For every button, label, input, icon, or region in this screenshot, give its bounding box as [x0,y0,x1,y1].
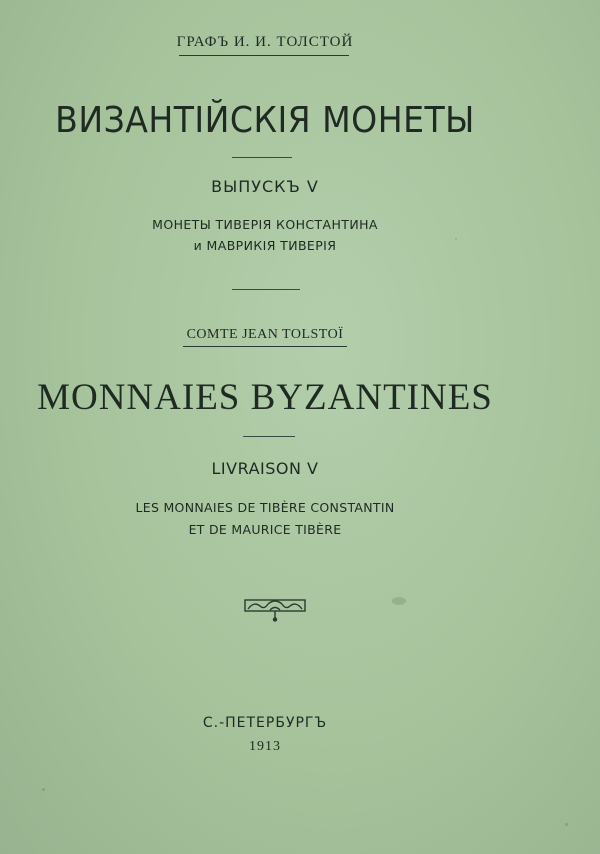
divider-rule [243,436,295,437]
paper-stain [392,597,406,605]
imprint-city: С.-ПЕТЕРБУРГЪ [202,715,328,731]
ornament-icon [244,596,306,622]
issue-number-russian: ВЫПУСКЪ V [211,177,319,196]
imprint-year: 1913 [249,739,281,754]
author-underline-russian [179,55,349,56]
title-french: MONNAIES BYZANTINES [37,377,493,418]
subtitle-french-line-2: ET DE MAURICE TIBÈRE [188,522,342,537]
subtitle-russian-line-2: и МАВРИКІЯ ТИВЕРІЯ [193,238,337,253]
paper-speck [455,238,457,240]
subtitle-french-line-1: LES MONNAIES DE TIBÈRE CONSTANTIN [135,500,395,515]
author-name-russian: ГРАФЪ И. И. ТОЛСТОЙ [176,34,354,50]
issue-number-french: LIVRAISON V [211,459,319,478]
author-underline-french [183,346,347,347]
paper-speck [42,788,45,791]
divider-rule [232,157,292,158]
author-name-french: COMTE JEAN TOLSTOÏ [186,327,344,342]
divider-rule [232,289,300,290]
subtitle-russian-line-1: МОНЕТЫ ТИВЕРІЯ КОНСТАНТИНА [152,217,378,232]
paper-speck [565,823,568,826]
title-russian: ВИЗАНТІЙСКІЯ МОНЕТЫ [55,100,475,141]
